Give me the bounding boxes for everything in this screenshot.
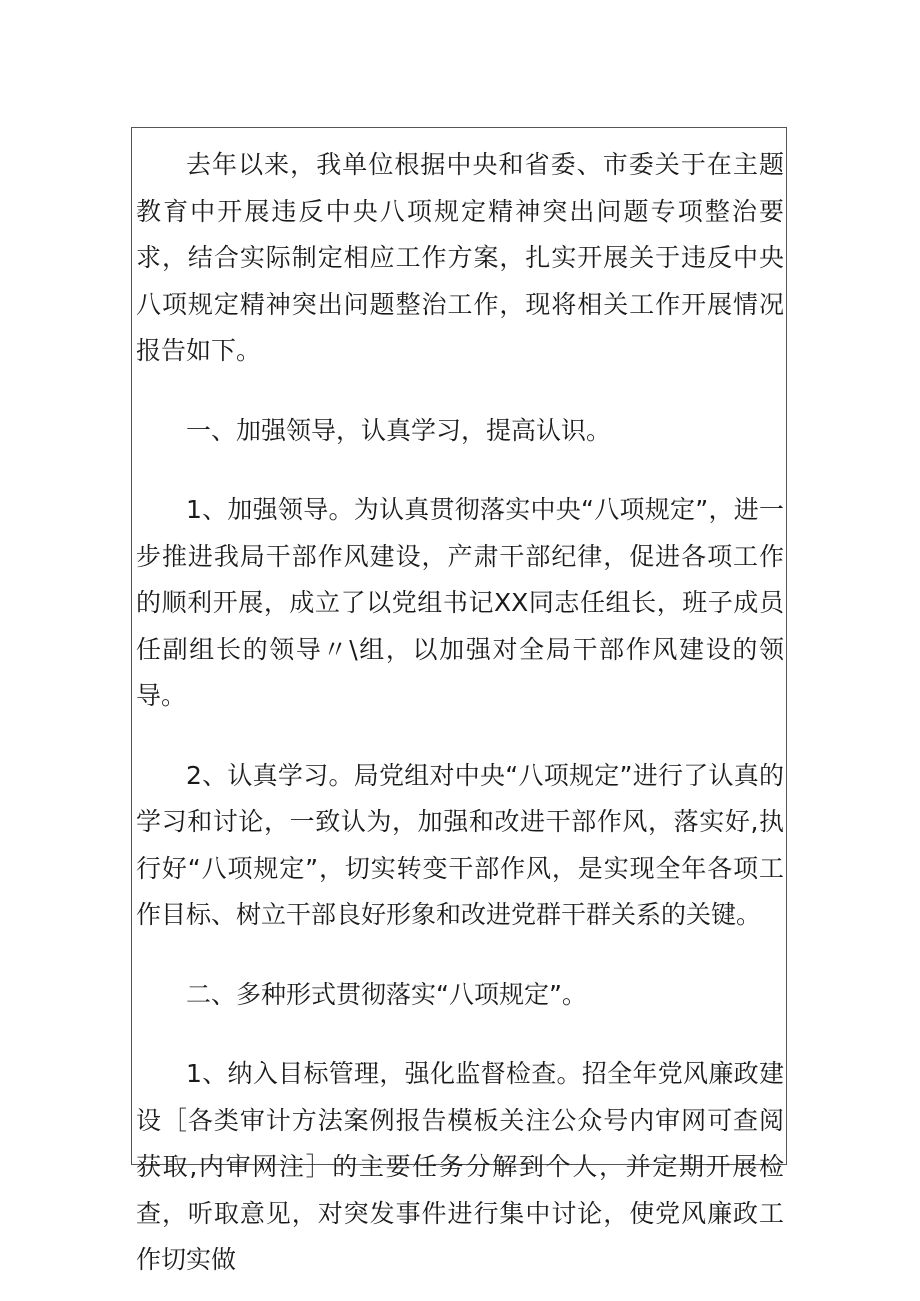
intro-paragraph: 去年以来，我单位根据中央和省委、市委关于在主题教育中开展违反中央八项规定精神突出问题专项整治要求，结合实际制定相应工作方案，扎实开展关于违反中央八项规定精神突出问题整治工作，现将相关工作开展情况报告如下。 (136, 150, 784, 365)
document-page-frame (131, 127, 787, 1274)
paragraph-earnest-study: 2、认真学习。局党组对中央“八项规定”进行了认真的学习和讨论，一致认为，加强和改进干部作风，落实好,执行好“八项规定”，切实转变干部作风，是实现全年各项工作目标、树立干部良好形象和改进党群干群关系的关键。 (136, 760, 784, 929)
document-body (136, 142, 784, 1284)
section-heading-1: 一、加强领导，认真学习，提高认识。 (186, 415, 612, 445)
paragraph-strengthen-leadership: 1、加强领导。为认真贯彻落实中央“八项规定”，进一步推进我局干部作风建设，产肃干部纪律，促进各项工作的顺利开展，成立了以党组书记XX同志任组长，班子成员任副组长的领导〃\组，以加强对全局干部作风建设的领导。 (136, 495, 784, 710)
paragraph-target-management: 1、纳入目标管理，强化监督检查。招全年党风廉政建设［各类审计方法案例报告模板关注公众号内审网可查阅获取,内审网注］的主要任务分解到个人，并定期开展检查，听取意见，对突发事件进行集中讨论，使党风廉政工作切实做 (136, 1059, 784, 1274)
section-heading-2: 二、多种形式贯彻落实“八项规定”。 (186, 979, 587, 1009)
